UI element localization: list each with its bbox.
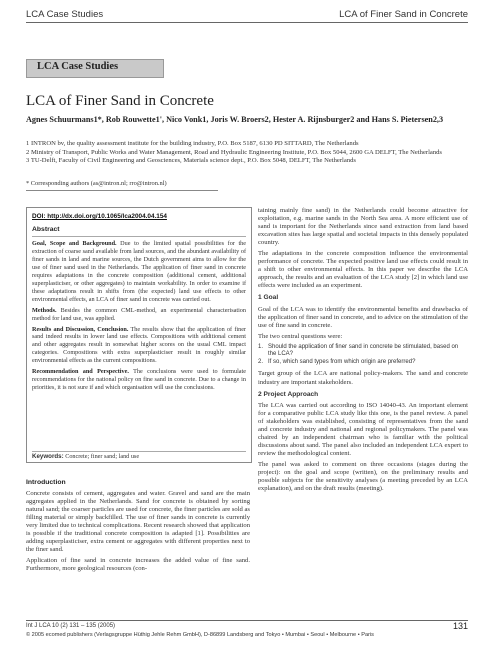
abstract-heading: Abstract	[32, 226, 60, 233]
abstract-divider-bottom	[32, 451, 246, 452]
running-head-right: LCA of Finer Sand in Concrete	[339, 9, 468, 20]
section-heading-approach: 2 Project Approach	[258, 390, 319, 398]
abstract-paragraph	[32, 307, 246, 323]
introduction-paragraph: Concrete consists of cement, aggregates and water. Gravel and sand are the main aggregates applied in the Netherlands. Sand for concrete is obtained by sorting natural sand; the coarser particles are used for concrete, the finer particles are sold as filling material or simply backfilled. The use of finer sands in concrete is currently very limited due to technical complications. Recent research showed that application is possible if the traditional concrete composition is adapted [1]. Possibilities are adding superplasticiser, extra cement or aggregates with different properties next to the finer sand.	[26, 490, 250, 554]
introduction-paragraph: Application of fine sand in concrete increases the added value of fine sand. Furthermore, more geological resources (con-	[26, 557, 250, 573]
list-item-number: 1.	[258, 343, 264, 350]
affiliation-1: 1 INTRON bv, the quality assessment institute for the building industry, P.O. Box 5187, 6130 PD SITTARD, The Netherlands	[26, 140, 359, 147]
body-paragraph: Target group of the LCA are national policy-makers. The sand and concrete industry are important stakeholders.	[258, 370, 468, 386]
footer-divider	[26, 620, 468, 621]
section-heading-goal: 1 Goal	[258, 294, 279, 302]
header-divider	[26, 22, 468, 23]
paper-title: LCA of Finer Sand in Concrete	[26, 93, 214, 109]
author-list: Agnes Schuurmans1*, Rob Rouwette1', Nico Vonk1, Joris W. Broers2, Hester A. Rijnsburger2 and Hans S. Pietersen2,3	[26, 115, 444, 124]
body-paragraph: The panel was asked to comment on three occasions (stages during the project): on the goal and scope (written), on the preliminary results and possible subjects for the sensitivity analyses (a meeting preceded by an LCA explanation), and on the draft results (meeting).	[258, 460, 468, 493]
affiliation-3: 3 TU-Delft, Faculty of Civil Engineering and Geosciences, Materials science dept., P.O. Box 5048, DELFT, The Netherlands	[26, 157, 356, 165]
abstract-label: Recommendation and Perspective.	[32, 368, 129, 376]
list-item	[258, 359, 468, 367]
abstract-paragraph	[32, 368, 246, 392]
body-paragraph: Goal of the LCA was to identify the environmental benefits and drawbacks of the application of finer sand in concrete, and to advice on the stimulation of the use of fine sand in concrete.	[258, 305, 468, 329]
right-column	[258, 207, 468, 496]
abstract-label: Results and Discussion, Conclusion.	[32, 325, 129, 333]
body-paragraph: taining mainly fine sand) in the Netherlands could become attractive for exploitation, e.g. marine sands in the North Sea area. A more efficient use of sand is important for the Netherlands since sand extraction from land based excavation sites has large spatial and societal impacts in this densely populated country.	[258, 207, 468, 247]
abstract-paragraph	[32, 240, 246, 304]
abstract-body	[32, 240, 246, 395]
keywords	[32, 453, 139, 460]
list-item-text: Should the application of finer sand in concrete be stimulated, based on the LCA?	[268, 343, 459, 358]
list-item-text: If so, which sand types from which origin are preferred?	[268, 358, 416, 365]
section-banner-label: LCA Case Studies	[37, 61, 119, 72]
question-list	[258, 344, 468, 367]
body-paragraph: The adaptations in the concrete composition influence the environmental performance of concrete. The expected positive land use effects could result in a shift to other environmental effects. In this paper we describe the LCA approach, the results and an evaluation of the LCA study [2] in which land use effects were included as an experiment.	[258, 250, 468, 290]
affiliation-2: 2 Ministry of Transport, Public Works and Water Management, Road and Hydraulic Engineering Institute, P.O. Box 5044, 2600 GA DELFT, The Netherlands	[26, 148, 442, 156]
abstract-text: The conclusions were used to formulate recommendations for the national policy on fine sand in concrete. Due to a change in priorities, it is not sure if and which organisation will use the conclusions.	[32, 368, 246, 392]
abstract-text: Besides the common CML-method, an experimental characterisation method for land use, was applied.	[32, 306, 246, 322]
abstract-divider-top	[32, 236, 246, 237]
introduction-body	[26, 490, 250, 576]
copyright-line: © 2005 ecomed publishers (Verlagsgruppe Hüthig Jehle Rehm GmbH), D-86899 Landsberg and Tokyo • Mumbai • Seoul • Melbourne • Paris	[26, 632, 374, 638]
affiliations	[26, 140, 468, 166]
corresponding-divider	[26, 190, 218, 191]
running-head-left: LCA Case Studies	[26, 9, 104, 20]
list-item-number: 2.	[258, 358, 264, 365]
abstract-box	[26, 207, 252, 463]
journal-citation: Int J LCA 10 (2) 131 – 135 (2005)	[26, 623, 116, 629]
body-paragraph: The two central questions were:	[258, 332, 343, 340]
doi-link[interactable]: DOI: http://dx.doi.org/10.1065/lca2004.04.154	[32, 213, 167, 220]
abstract-text: The results show that the application of finer sand indeed results in lower land use effects. Compositions with additional cement and other aggregates result in somewhat higher scores on the usual CML impact categories. Compositions with extra superplasticiser result in roughly similar environmental effects as the current compositions.	[32, 325, 246, 365]
keywords-text: Concrete; finer sand; land use	[63, 453, 140, 460]
keywords-label: Keywords:	[32, 453, 64, 460]
page-number: 131	[452, 621, 468, 631]
abstract-text: Due to the limited spatial possibilities for the extraction of coarse sand available from land sources, and the abundant availability of finer sands in land and marine sources, the Dutch government aims to allow for the use of finer sand used in the Netherlands. The application of finer sand in concrete requires adaptations in the concrete composition (additional cement, additional superplasticiser, or other aggregates) to maintain workability. In order to examine if these adaptations result in shifts from (the expected) land use effects to other environmental effects, an LCA of finer sand in concrete was carried out.	[32, 240, 247, 303]
list-item	[258, 344, 468, 359]
abstract-label: Methods.	[32, 306, 57, 314]
section-banner	[26, 59, 164, 78]
abstract-paragraph	[32, 326, 246, 366]
introduction-heading: Introduction	[26, 479, 66, 486]
abstract-label: Goal, Scope and Background.	[32, 240, 117, 247]
body-paragraph: The LCA was carried out according to ISO 14040-43. An important element for a comparative public LCA study like this one, is the panel review. A panel of stakeholders was established, consisting of representatives from the sand and concrete industry and national and regional policymakers. The panel was chaired by an independent chairman who is familiar with the political discussions about sand. The panel also included an independent LCA expert to review the methodological content.	[258, 401, 468, 457]
corresponding-authors: * Corresponding authors (as@intron.nl; rro@intron.nl)	[26, 180, 167, 187]
